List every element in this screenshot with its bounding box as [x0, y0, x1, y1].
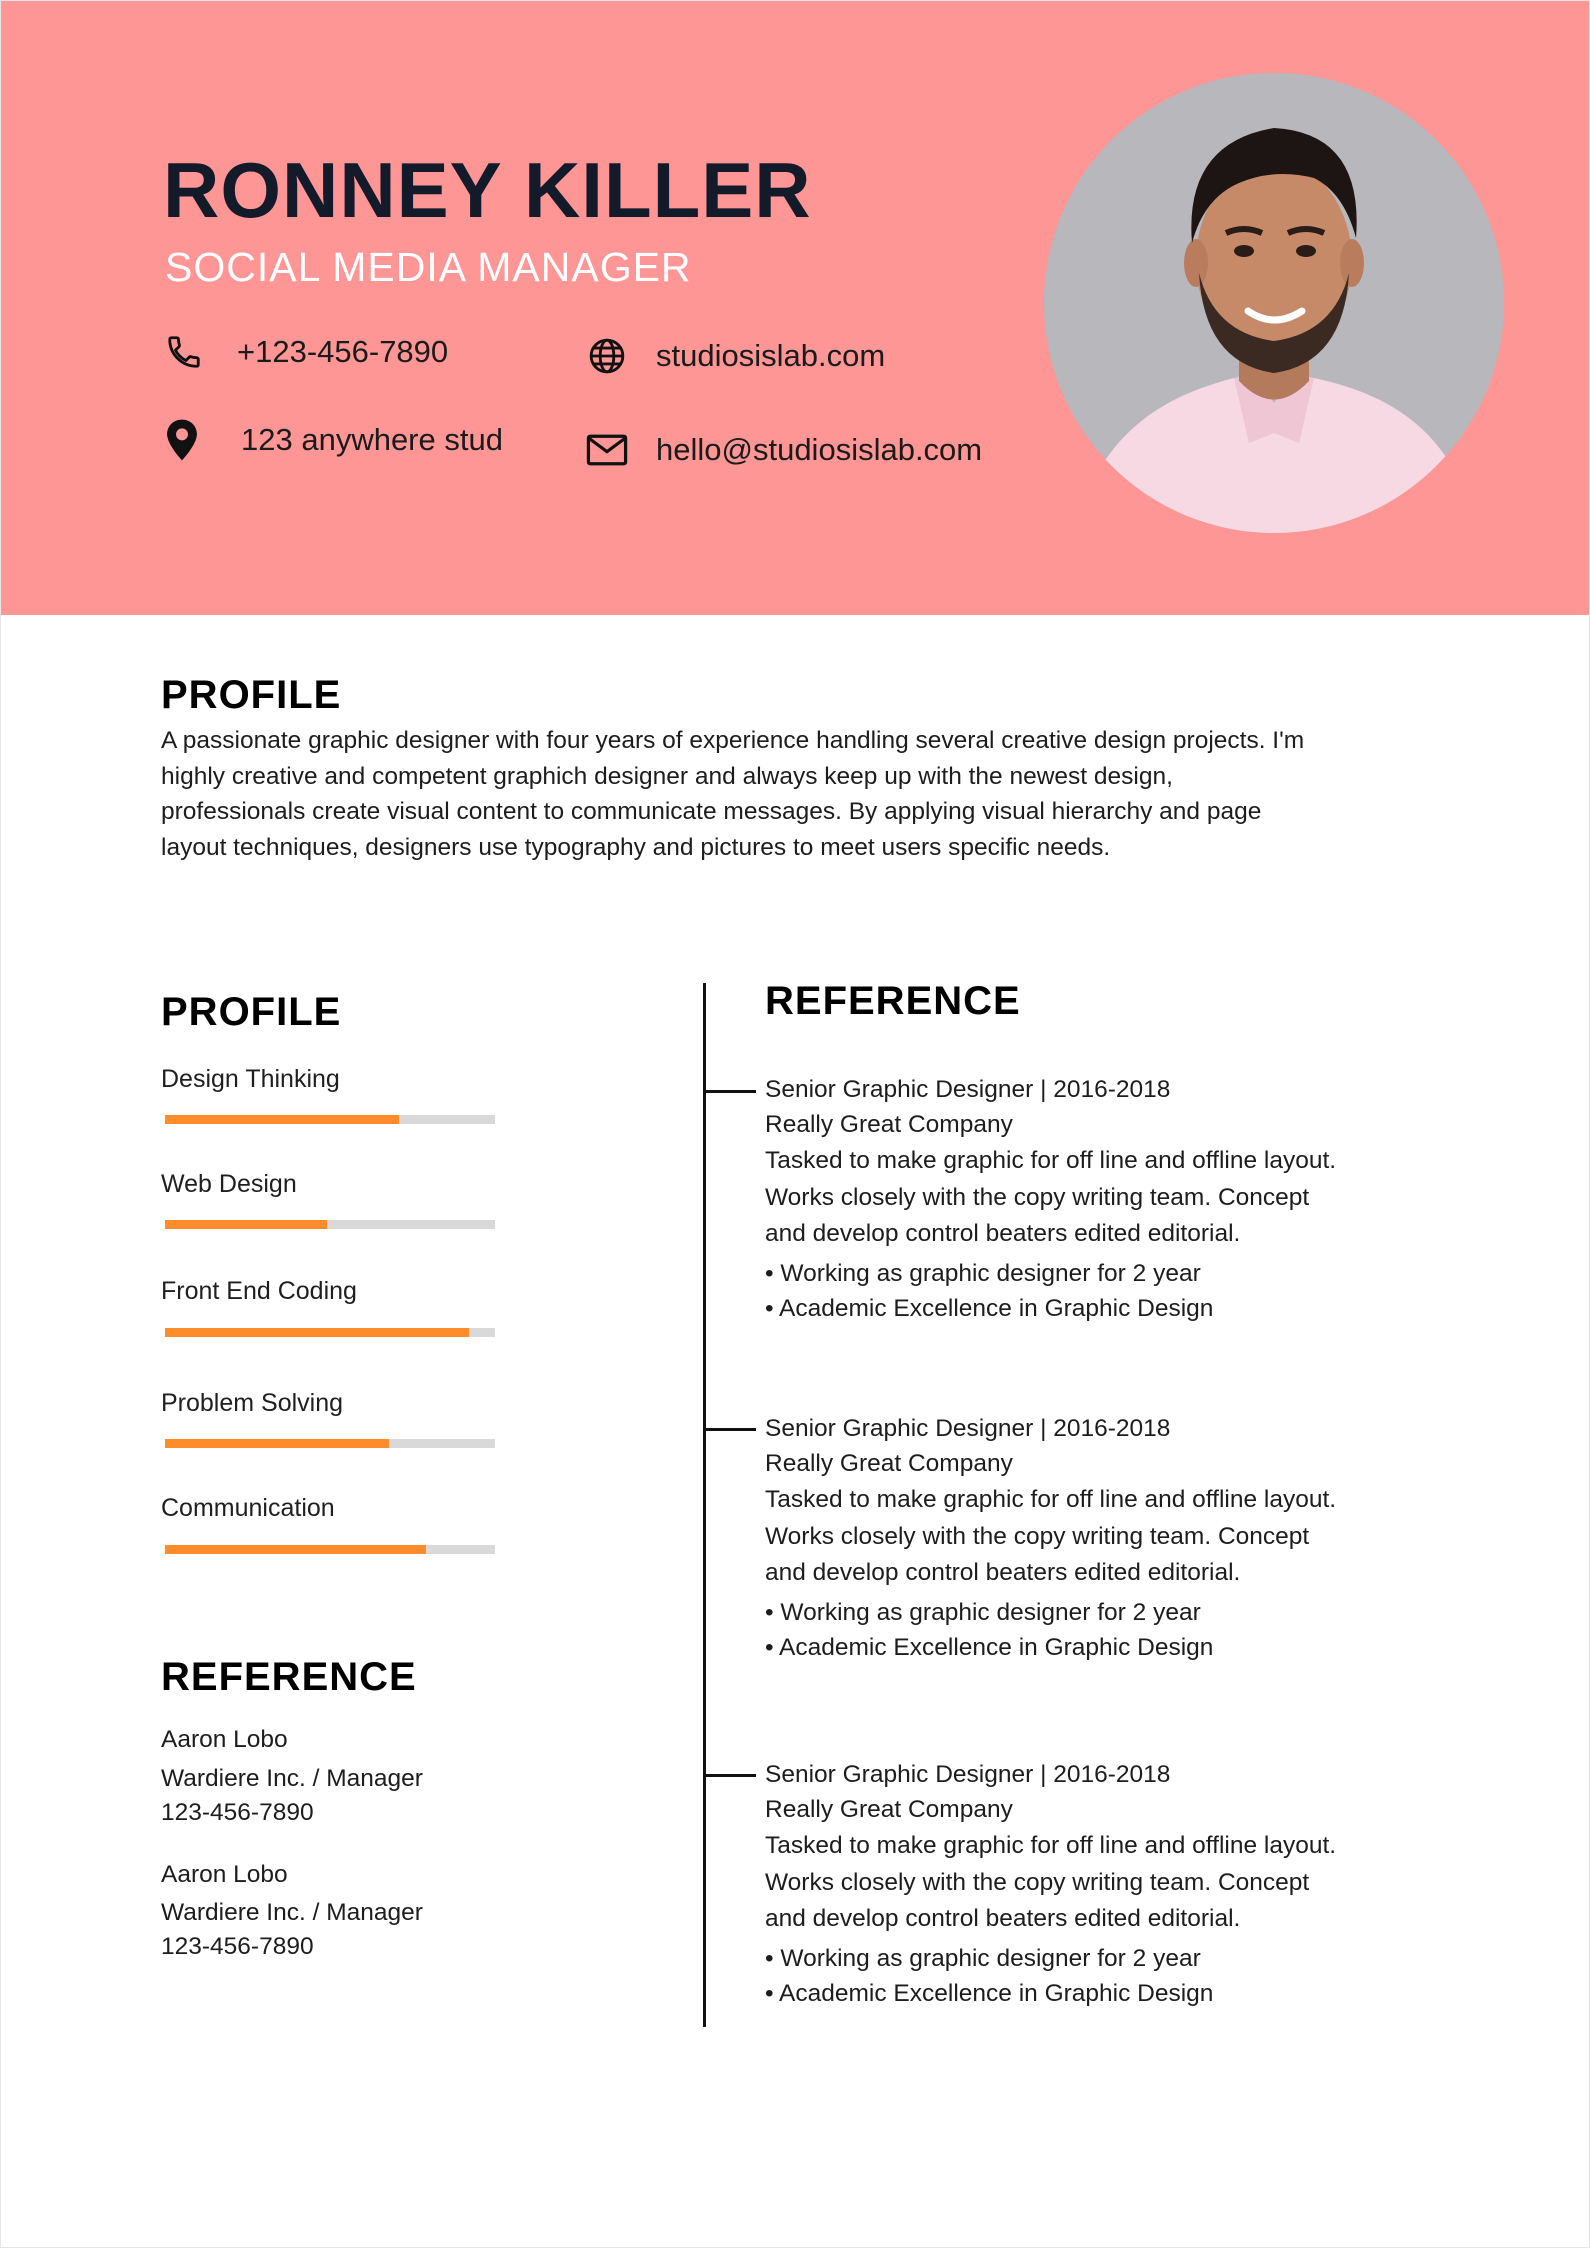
job-description: Works closely with the copy writing team. Concept: [765, 1183, 1310, 1211]
job-title: Senior Graphic Designer | 2016-2018: [765, 1761, 1171, 1788]
skill-label: Web Design: [161, 1170, 297, 1198]
job-description: Tasked to make graphic for off line and offline layout.: [765, 1486, 1337, 1513]
job-bullet: • Academic Excellence in Graphic Design: [765, 1633, 1214, 1661]
phone-text: +123-456-7890: [237, 334, 449, 369]
job-company: Really Great Company: [765, 1450, 1013, 1477]
skill-bar-fill: [165, 1220, 327, 1229]
address-text: 123 anywhere stud: [241, 422, 503, 457]
website-link[interactable]: studiosislab.com: [656, 338, 886, 373]
globe-icon: [586, 335, 628, 377]
contact-phone: [163, 331, 448, 373]
skill-bar: [165, 1115, 495, 1124]
reference-phone: 123-456-7890: [161, 1799, 314, 1826]
job-title: SOCIAL MEDIA MANAGER: [165, 244, 692, 290]
timeline-line: [703, 983, 706, 2027]
skill-bar-fill: [165, 1328, 469, 1337]
contact-email: [586, 429, 982, 471]
skill-label: Design Thinking: [161, 1065, 340, 1093]
timeline-tick: [705, 1428, 756, 1431]
job-description: Tasked to make graphic for off line and offline layout.: [765, 1147, 1337, 1174]
job-title: Senior Graphic Designer | 2016-2018: [765, 1415, 1171, 1442]
person-name: RONNEY KILLER: [163, 146, 812, 234]
job-description: and develop control beaters edited editorial.: [765, 1559, 1241, 1586]
job-description: Works closely with the copy writing team. Concept: [765, 1522, 1310, 1550]
profile-photo: [1044, 73, 1504, 533]
job-bullet: • Working as graphic designer for 2 year: [765, 1944, 1201, 1972]
email-link[interactable]: hello@studiosislab.com: [656, 432, 983, 467]
job-company: Really Great Company: [765, 1796, 1013, 1823]
skill-label: Communication: [161, 1494, 335, 1522]
reference-name: Aaron Lobo: [161, 1726, 288, 1753]
job-description: Tasked to make graphic for off line and offline layout.: [765, 1832, 1337, 1859]
profile-summary: [161, 723, 1451, 865]
skill-bar-fill: [165, 1545, 426, 1554]
job-title: Senior Graphic Designer | 2016-2018: [765, 1076, 1171, 1103]
skill-bar: [165, 1545, 495, 1554]
profile-line: professionals create visual content to communicate messages. By applying visual hierarchy and page: [161, 798, 1262, 825]
job-bullet: • Working as graphic designer for 2 year: [765, 1259, 1201, 1287]
job-description: and develop control beaters edited editorial.: [765, 1905, 1241, 1932]
job-company: Really Great Company: [765, 1111, 1013, 1138]
reference-company: Wardiere Inc. / Manager: [161, 1899, 423, 1926]
timeline-tick: [705, 1774, 756, 1777]
skill-bar: [165, 1328, 495, 1337]
experience-entry: [765, 1411, 1445, 1665]
contact-website: [586, 335, 885, 377]
job-bullet: • Academic Excellence in Graphic Design: [765, 1979, 1214, 2007]
location-pin-icon: [161, 419, 203, 461]
contact-address: [161, 419, 503, 461]
job-bullet: • Academic Excellence in Graphic Design: [765, 1294, 1214, 1322]
experience-entry: [765, 1072, 1445, 1326]
experience-heading: REFERENCE: [765, 979, 1021, 1023]
profile-line: highly creative and competent graphich designer and always keep up with the newest design,: [161, 762, 1173, 790]
skills-heading: PROFILE: [161, 990, 342, 1034]
skill-bar: [165, 1220, 495, 1229]
skill-bar-fill: [165, 1439, 389, 1448]
experience-entry: [765, 1757, 1445, 2011]
timeline-tick: [705, 1090, 756, 1093]
skill-bar-fill: [165, 1115, 399, 1124]
skill-bar: [165, 1439, 495, 1448]
mail-icon: [586, 429, 628, 471]
profile-line: layout techniques, designers use typography and pictures to meet users specific needs.: [161, 833, 1111, 861]
reference-name: Aaron Lobo: [161, 1861, 288, 1888]
reference-company: Wardiere Inc. / Manager: [161, 1765, 423, 1792]
profile-line: A passionate graphic designer with four years of experience handling several creative design projects. I'm: [161, 727, 1305, 754]
job-description: Works closely with the copy writing team. Concept: [765, 1868, 1310, 1896]
job-description: and develop control beaters edited editorial.: [765, 1220, 1241, 1247]
skill-label: Front End Coding: [161, 1277, 357, 1305]
references-heading: REFERENCE: [161, 1655, 417, 1699]
job-bullet: • Working as graphic designer for 2 year: [765, 1598, 1201, 1626]
reference-phone: 123-456-7890: [161, 1933, 314, 1960]
skill-label: Problem Solving: [161, 1389, 344, 1417]
phone-icon: [163, 331, 205, 373]
profile-heading: PROFILE: [161, 673, 342, 717]
header-banner: [1, 1, 1590, 615]
